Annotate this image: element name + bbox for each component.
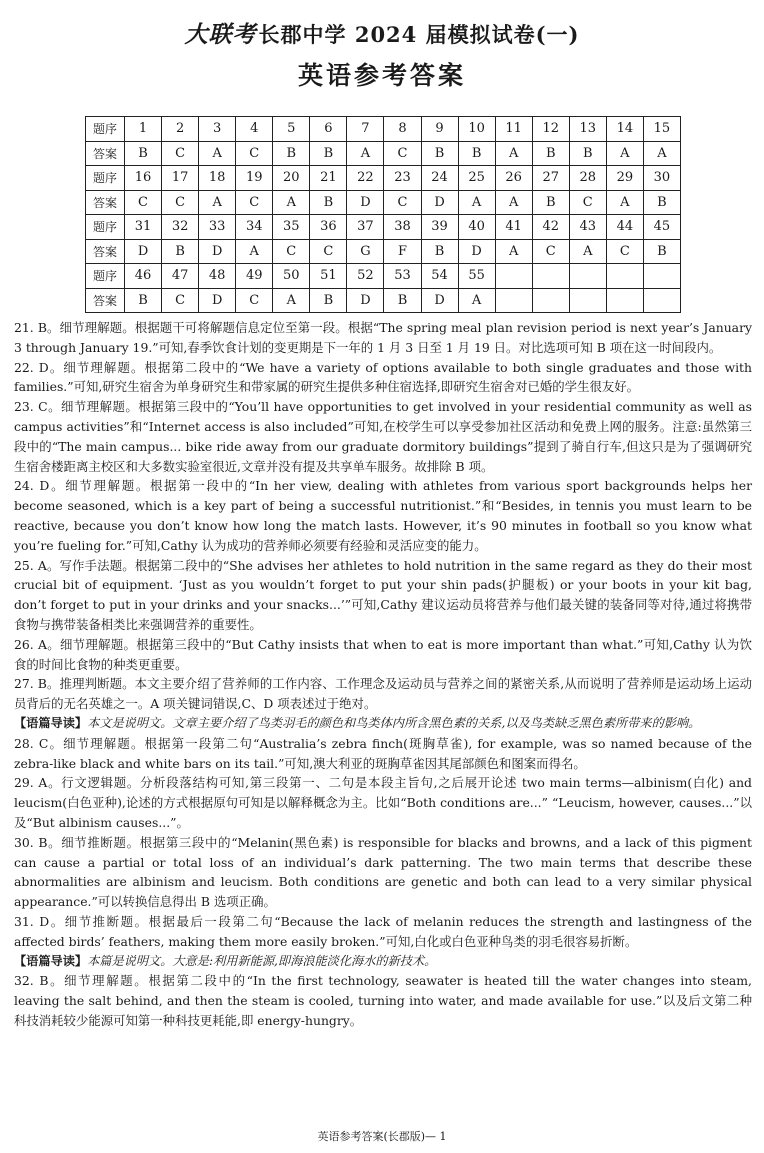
answer-cell: B [569,141,606,166]
answer-cell: D [125,239,162,264]
question-number-cell: 12 [532,117,569,142]
explanation-text: A。行文逻辑题。分析段落结构可知,第三段第一、二句是本段主旨句,之后展开论述 two main terms—albinism(白化) and leucism(白色亚种),论述的方式根据原句可知是以解释概念为主。比如“Both conditions are...” “Leucism, however, causes...”以及“But albinism causes...”。 [14,775,752,830]
guide-text: 本篇是说明文。大意是:利用新能源,即海浪能淡化海水的新技术。 [87,953,437,968]
question-number-cell [532,264,569,289]
question-number-cell [643,264,680,289]
guide-label: 【语篇导读】 [14,953,88,968]
answer-explanation [14,318,752,358]
answer-cell: B [421,239,458,264]
question-number-cell: 19 [236,166,273,191]
answer-cell: B [310,190,347,215]
question-number: 29. [14,775,34,791]
answer-cell: D [199,239,236,264]
explanation-text: C。细节理解题。根据第三段中的“You’ll have opportunities to get involved in your residential community as well as campus activities”和“Internet access is also included”可知,在校学生可以享受参加社区活动和免费上网的服务。注意:虽然第三段中的“The main campus... bike ride away from our graduate dormitory buildings”提到了骑自行车,但这只是为了强调研究生宿舍楼距离主校区和大多数实验室很近,文章并没有提及共享单车服务。故排除 B 项。 [14,399,752,474]
explanation-text: D。细节理解题。根据第一段中的“In her view, dealing with athletes from various sport backgrounds helps her become seasoned, which is a key part of being a successful nutritionist.”和“Besides, in tennis you must learn to be reactive, because you don’t know how long the match lasts. However, it’s 90 minutes in football so you know what you’re fueling for.”可知,Cathy 认为成功的营养师必须要有经验和灵活应变的能力。 [14,478,752,553]
row-label-question: 题序 [86,264,125,289]
answer-cell: C [162,141,199,166]
answer-cell: C [236,141,273,166]
answer-cell: D [347,190,384,215]
explanation-text: B。细节理解题。根据第二段中的“In the first technology, seawater is heated till the water changes into steam, leaving the salt behind, and then the steam is cooled, turning into water, and made available for use.”以及后文第二种科技消耗较少能源可知第一种科技更耗能,即 energy-hungry。 [14,973,752,1028]
explanation-text: B。推理判断题。本文主要介绍了营养师的工作内容、工作理念及运动员与营养之间的紧密关系,从而说明了营养师是运动场上运动员背后的无名英雄之一。A 项关键词错误,C、D 项表述过于绝对。 [14,676,752,712]
answer-cell: B [532,141,569,166]
answer-cell: A [495,141,532,166]
question-number-cell: 32 [162,215,199,240]
answer-cell: C [384,190,421,215]
answer-cell: B [532,190,569,215]
answer-cell: B [310,288,347,313]
answer-cell: A [569,239,606,264]
answer-cell: B [421,141,458,166]
question-number: 31. [14,913,34,929]
explanation-text: A。细节理解题。根据第三段中的“But Cathy insists that when to eat is more important than what.”可知,Cathy 认为饮食的时间比食物的种类更重要。 [14,636,752,672]
explanation-text: B。细节理解题。根据题干可将解题信息定位至第一段。根据“The spring meal plan revision period is next year’s January 3 through January 19.”可知,春季饮食计划的变更期是下一年的 1 月 3 日至 1 月 19 日。对比选项可知 B 项在这一时间段内。 [14,320,752,355]
question-number-cell: 4 [236,117,273,142]
answer-cell: A [273,288,310,313]
row-label-question: 题序 [86,215,125,240]
question-number: 26. [14,636,34,652]
question-number-cell: 18 [199,166,236,191]
question-number-cell: 8 [384,117,421,142]
answer-cell: C [236,190,273,215]
question-number-cell: 15 [643,117,680,142]
answer-row [86,141,681,166]
answer-cell: C [125,190,162,215]
answer-cell: A [199,190,236,215]
answer-cell: D [421,288,458,313]
answer-cell: C [162,190,199,215]
explanations [14,318,752,1031]
question-number-cell: 31 [125,215,162,240]
question-number-cell: 40 [458,215,495,240]
answer-cell: A [643,141,680,166]
question-number: 21. [14,320,34,335]
answer-explanation [14,397,752,476]
answer-cell: A [606,141,643,166]
answer-cell: D [347,288,384,313]
answer-explanation [14,833,752,912]
question-number-cell: 10 [458,117,495,142]
answer-cell: B [643,190,680,215]
question-number: 23. [14,399,34,415]
answer-cell: B [384,288,421,313]
question-number-cell: 27 [532,166,569,191]
row-label-question: 题序 [86,117,125,142]
question-number-cell: 53 [384,264,421,289]
answer-explanation [14,635,752,675]
guide-text: 本文是说明文。文章主要介绍了鸟类羽毛的颜色和鸟类体内所含黑色素的关系,以及鸟类缺乏黑色素所带来的影响。 [87,715,701,730]
answer-cell: D [421,190,458,215]
question-number-cell: 21 [310,166,347,191]
question-number: 27. [14,676,34,692]
question-number-cell: 50 [273,264,310,289]
answer-cell: C [162,288,199,313]
question-number-cell: 5 [273,117,310,142]
answer-cell [606,288,643,313]
question-number-cell: 29 [606,166,643,191]
answer-cell: B [125,288,162,313]
question-number-cell: 34 [236,215,273,240]
answer-row [86,190,681,215]
row-label-answer: 答案 [86,239,125,264]
question-number-cell: 28 [569,166,606,191]
answer-cell: C [310,239,347,264]
question-number-cell: 48 [199,264,236,289]
answer-cell: A [273,190,310,215]
question-number: 28. [14,735,34,751]
answer-cell: C [236,288,273,313]
question-number-row [86,117,681,142]
question-number-cell [606,264,643,289]
answer-cell: A [347,141,384,166]
answer-cell: C [384,141,421,166]
answer-cell [643,288,680,313]
answer-cell: D [458,239,495,264]
question-number-cell: 52 [347,264,384,289]
row-label-answer: 答案 [86,141,125,166]
answer-cell: B [125,141,162,166]
answer-cell: A [495,190,532,215]
row-label-answer: 答案 [86,288,125,313]
answer-cell: B [458,141,495,166]
answer-cell: C [569,190,606,215]
question-number-cell: 35 [273,215,310,240]
question-number: 32. [14,973,34,989]
question-number-cell: 2 [162,117,199,142]
exam-header [0,16,764,49]
passage-guide [14,714,752,734]
question-number-cell: 36 [310,215,347,240]
answer-explanation [14,476,752,555]
question-number-cell: 44 [606,215,643,240]
explanation-text: A。写作手法题。根据第二段中的“She advises her athletes to hold nutrition in the same regard as they do their most crucial bit of equipment. ‘Just as you wouldn’t forget to put your shin pads(护腿板) or your boots in your kit bag, don’t forget to put in your drinks and your snacks...’”可知,Cathy 建议运动员将营养与他们最关键的装备同等对待,通过将携带食物与携带装备相类比来强调营养的重要性。 [14,557,752,632]
answer-cell: B [643,239,680,264]
answer-explanation [14,556,752,635]
question-number-cell: 49 [236,264,273,289]
row-label-question: 题序 [86,166,125,191]
question-number: 30. [14,834,34,850]
question-number-cell [495,264,532,289]
answer-cell: B [162,239,199,264]
question-number-cell: 16 [125,166,162,191]
page-footer: 英语参考答案(长郡版)— 1 [317,1130,447,1143]
question-number-cell: 41 [495,215,532,240]
answer-explanation [14,971,752,1030]
answer-cell: B [310,141,347,166]
question-number-cell: 23 [384,166,421,191]
answer-cell [532,288,569,313]
question-number-cell: 42 [532,215,569,240]
answer-row [86,288,681,313]
question-number-cell: 14 [606,117,643,142]
question-number-cell: 13 [569,117,606,142]
question-number-cell: 1 [125,117,162,142]
answer-cell: C [532,239,569,264]
explanation-text: D。细节推断题。根据最后一段第二句“Because the lack of melanin reduces the strength and lastingness of the affected birds’ feathers, making them more easily broken.”可知,白化或白色亚种鸟类的羽毛很容易折断。 [14,913,752,949]
answer-cell: G [347,239,384,264]
answer-cell: A [236,239,273,264]
explanation-text: B。细节推断题。根据第三段中的“Melanin(黑色素) is responsible for blacks and browns, and a lack of this pigment can cause a partial or total loss of an individual’s dark patterning. The two main terms that describe these abnormalities are albinism and leucism. Both conditions are genetic and both can lead to a very similar physical appearance.”可以转换信息得出 B 选项正确。 [14,834,752,910]
question-number-cell: 51 [310,264,347,289]
answer-explanation [14,773,752,832]
guide-label: 【语篇导读】 [14,715,88,730]
question-number: 25. [14,557,34,573]
question-number-row [86,264,681,289]
question-number-cell: 17 [162,166,199,191]
explanation-text: D。细节理解题。根据第二段中的“We have a variety of options available to both single graduates and those with families.”可知,研究生宿舍为单身研究生和带家属的研究生提供多种住宿选择,即研究生宿舍对已婚的学生很友好。 [14,359,752,395]
question-number-cell: 22 [347,166,384,191]
answer-cell: C [273,239,310,264]
question-number-cell: 46 [125,264,162,289]
question-number-cell: 7 [347,117,384,142]
question-number-cell: 55 [458,264,495,289]
question-number-cell: 45 [643,215,680,240]
answer-explanation [14,912,752,952]
answer-cell: D [199,288,236,313]
question-number-cell: 25 [458,166,495,191]
answer-cell [569,288,606,313]
question-number-cell [569,264,606,289]
exam-title: 长郡中学 2024 届模拟试卷(一) [258,22,580,47]
question-number-cell: 37 [347,215,384,240]
question-number-row [86,166,681,191]
answer-cell: C [606,239,643,264]
question-number-cell: 47 [162,264,199,289]
doc-title: 英语参考答案 [297,61,466,90]
question-number-cell: 6 [310,117,347,142]
question-number-cell: 43 [569,215,606,240]
question-number-row [86,215,681,240]
question-number-cell: 11 [495,117,532,142]
answer-cell: F [384,239,421,264]
answer-explanation [14,734,752,774]
question-number-cell: 38 [384,215,421,240]
answer-explanation [14,674,752,714]
question-number-cell: 39 [421,215,458,240]
answer-cell: A [458,190,495,215]
question-number-cell: 3 [199,117,236,142]
answer-cell [495,288,532,313]
question-number-cell: 20 [273,166,310,191]
answer-table [85,116,681,313]
answer-cell: A [458,288,495,313]
question-number-cell: 24 [421,166,458,191]
question-number-cell: 9 [421,117,458,142]
answer-explanation [14,358,752,398]
answer-cell: A [606,190,643,215]
question-number-cell: 54 [421,264,458,289]
answer-row [86,239,681,264]
row-label-answer: 答案 [86,190,125,215]
brand-logo-text: 大联考 [184,21,257,48]
passage-guide [14,952,752,972]
answer-cell: A [199,141,236,166]
answer-cell: A [495,239,532,264]
explanation-text: C。细节理解题。根据第一段第二句“Australia’s zebra finch(斑胸草雀), for example, was so named because of the zebra-like black and white bars on its tail.”可知,澳大利亚的斑胸草雀因其尾部颜色和图案而得名。 [14,735,752,771]
question-number: 24. [14,478,34,494]
question-number-cell: 33 [199,215,236,240]
question-number-cell: 30 [643,166,680,191]
answer-cell: B [273,141,310,166]
question-number-cell: 26 [495,166,532,191]
question-number: 22. [14,359,34,375]
